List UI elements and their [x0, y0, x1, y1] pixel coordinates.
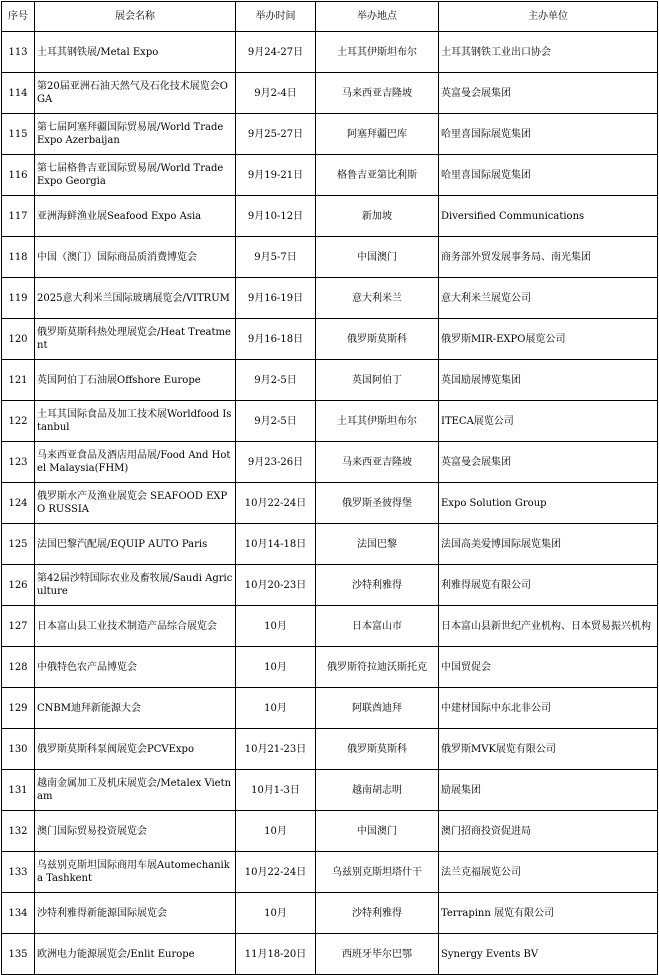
exhibition-date: 9月25-27日 — [236, 114, 316, 155]
exhibition-name: 2025意大利米兰国际玻璃展览会/VITRUM — [35, 278, 236, 319]
exhibition-location: 俄罗斯莫斯科 — [316, 729, 439, 770]
table-row — [2, 278, 658, 319]
exhibition-date: 10月21-23日 — [236, 729, 316, 770]
exhibition-organizer: 中建材国际中东北非公司 — [439, 688, 658, 729]
row-number: 131 — [2, 770, 35, 811]
exhibition-name: 第20届亚洲石油天然气及石化技术展览会OGA — [35, 73, 236, 114]
exhibition-name: 法国巴黎汽配展/EQUIP AUTO Paris — [35, 524, 236, 565]
exhibition-date: 9月23-26日 — [236, 442, 316, 483]
exhibition-name: 马来西亚食品及酒店用品展/Food And Hotel Malaysia(FHM) — [35, 442, 236, 483]
exhibition-name: 第42届沙特国际农业及畜牧展/Saudi Agriculture — [35, 565, 236, 606]
exhibition-location: 马来西亚吉隆坡 — [316, 73, 439, 114]
row-number: 132 — [2, 811, 35, 852]
exhibition-date: 9月2-5日 — [236, 360, 316, 401]
exhibition-name: 俄罗斯水产及渔业展览会 SEAFOOD EXPO RUSSIA — [35, 483, 236, 524]
exhibition-name: 英国阿伯丁石油展Offshore Europe — [35, 360, 236, 401]
exhibition-name: 欧洲电力能源展览会/Enlit Europe — [35, 934, 236, 975]
row-number: 117 — [2, 196, 35, 237]
exhibition-date: 10月 — [236, 688, 316, 729]
exhibition-name: 澳门国际贸易投资展览会 — [35, 811, 236, 852]
exhibition-table — [1, 1, 658, 975]
exhibition-name: 中俄特色农产品博览会 — [35, 647, 236, 688]
table-header-row — [2, 2, 658, 32]
exhibition-location: 沙特利雅得 — [316, 565, 439, 606]
row-number: 122 — [2, 401, 35, 442]
table-row — [2, 114, 658, 155]
row-number: 135 — [2, 934, 35, 975]
exhibition-location: 土耳其伊斯坦布尔 — [316, 32, 439, 73]
exhibition-location: 新加坡 — [316, 196, 439, 237]
exhibition-organizer: 英富曼会展集团 — [439, 73, 658, 114]
exhibition-location: 中国澳门 — [316, 237, 439, 278]
exhibition-name: 第七届阿塞拜疆国际贸易展/World Trade Expo Azerbaijan — [35, 114, 236, 155]
exhibition-organizer: Synergy Events BV — [439, 934, 658, 975]
exhibition-name: CNBM迪拜新能源大会 — [35, 688, 236, 729]
header-no: 序号 — [2, 2, 35, 32]
exhibition-date: 10月22-24日 — [236, 852, 316, 893]
table-row — [2, 647, 658, 688]
exhibition-location: 西班牙毕尔巴鄂 — [316, 934, 439, 975]
exhibition-date: 9月16-19日 — [236, 278, 316, 319]
table-row — [2, 934, 658, 975]
exhibition-organizer: Expo Solution Group — [439, 483, 658, 524]
table-row — [2, 401, 658, 442]
exhibition-location: 阿联酋迪拜 — [316, 688, 439, 729]
table-row — [2, 606, 658, 647]
exhibition-date: 10月14-18日 — [236, 524, 316, 565]
exhibition-date: 9月16-18日 — [236, 319, 316, 360]
table-row — [2, 73, 658, 114]
exhibition-organizer: 俄罗斯MIR-EXPO展览公司 — [439, 319, 658, 360]
exhibition-organizer: 哈里喜国际展览集团 — [439, 155, 658, 196]
exhibition-organizer: 土耳其钢铁工业出口协会 — [439, 32, 658, 73]
header-name: 展会名称 — [35, 2, 236, 32]
exhibition-organizer: ITECA展览公司 — [439, 401, 658, 442]
table-row — [2, 729, 658, 770]
header-time: 举办时间 — [236, 2, 316, 32]
row-number: 134 — [2, 893, 35, 934]
table-row — [2, 811, 658, 852]
table-body — [2, 32, 658, 975]
table-row — [2, 524, 658, 565]
exhibition-date: 9月2-5日 — [236, 401, 316, 442]
exhibition-name: 中国（澳门）国际商品质消费博览会 — [35, 237, 236, 278]
table-row — [2, 237, 658, 278]
row-number: 123 — [2, 442, 35, 483]
exhibition-location: 土耳其伊斯坦布尔 — [316, 401, 439, 442]
table-row — [2, 32, 658, 73]
exhibition-location: 俄罗斯圣彼得堡 — [316, 483, 439, 524]
exhibition-name: 沙特利雅得新能源国际展览会 — [35, 893, 236, 934]
exhibition-date: 10月 — [236, 647, 316, 688]
table-row — [2, 155, 658, 196]
table-row — [2, 196, 658, 237]
exhibition-date: 9月2-4日 — [236, 73, 316, 114]
row-number: 119 — [2, 278, 35, 319]
exhibition-date: 9月24-27日 — [236, 32, 316, 73]
exhibition-organizer: 日本富山县新世纪产业机构、日本贸易振兴机构 — [439, 606, 658, 647]
table-row — [2, 852, 658, 893]
exhibition-organizer: 澳门招商投资促进局 — [439, 811, 658, 852]
row-number: 126 — [2, 565, 35, 606]
exhibition-organizer: 法兰克福展览公司 — [439, 852, 658, 893]
row-number: 133 — [2, 852, 35, 893]
table-row — [2, 319, 658, 360]
table-row — [2, 442, 658, 483]
exhibition-location: 俄罗斯符拉迪沃斯托克 — [316, 647, 439, 688]
exhibition-location: 法国巴黎 — [316, 524, 439, 565]
exhibition-name: 日本富山县工业技术制造产品综合展览会 — [35, 606, 236, 647]
exhibition-name: 亚洲海鲜渔业展Seafood Expo Asia — [35, 196, 236, 237]
row-number: 128 — [2, 647, 35, 688]
exhibition-organizer: 励展集团 — [439, 770, 658, 811]
row-number: 120 — [2, 319, 35, 360]
exhibition-location: 俄罗斯莫斯科 — [316, 319, 439, 360]
exhibition-organizer: 商务部外贸发展事务局、南光集团 — [439, 237, 658, 278]
exhibition-location: 乌兹别克斯坦塔什干 — [316, 852, 439, 893]
exhibition-name: 俄罗斯莫斯科泵阀展览会PCVExpo — [35, 729, 236, 770]
row-number: 118 — [2, 237, 35, 278]
exhibition-date: 10月 — [236, 811, 316, 852]
exhibition-name: 越南金属加工及机床展览会/Metalex Vietnam — [35, 770, 236, 811]
exhibition-date: 9月10-12日 — [236, 196, 316, 237]
row-number: 129 — [2, 688, 35, 729]
exhibition-date: 9月19-21日 — [236, 155, 316, 196]
row-number: 124 — [2, 483, 35, 524]
exhibition-location: 格鲁吉亚第比利斯 — [316, 155, 439, 196]
table-row — [2, 688, 658, 729]
header-place: 举办地点 — [316, 2, 439, 32]
exhibition-organizer: 法国高美爱博国际展览集团 — [439, 524, 658, 565]
exhibition-date: 11月18-20日 — [236, 934, 316, 975]
row-number: 114 — [2, 73, 35, 114]
row-number: 121 — [2, 360, 35, 401]
row-number: 115 — [2, 114, 35, 155]
exhibition-location: 中国澳门 — [316, 811, 439, 852]
exhibition-location: 英国阿伯丁 — [316, 360, 439, 401]
row-number: 116 — [2, 155, 35, 196]
row-number: 127 — [2, 606, 35, 647]
table-row — [2, 360, 658, 401]
exhibition-date: 10月20-23日 — [236, 565, 316, 606]
exhibition-date: 10月 — [236, 606, 316, 647]
exhibition-location: 日本富山市 — [316, 606, 439, 647]
exhibition-organizer: 哈里喜国际展览集团 — [439, 114, 658, 155]
row-number: 113 — [2, 32, 35, 73]
table-row — [2, 893, 658, 934]
exhibition-date: 9月5-7日 — [236, 237, 316, 278]
row-number: 125 — [2, 524, 35, 565]
exhibition-name: 乌兹别克斯坦国际商用车展Automechanika Tashkent — [35, 852, 236, 893]
exhibition-organizer: Diversified Communications — [439, 196, 658, 237]
exhibition-location: 越南胡志明 — [316, 770, 439, 811]
exhibition-name: 俄罗斯莫斯科热处理展览会/Heat Treatment — [35, 319, 236, 360]
exhibition-date: 10月1-3日 — [236, 770, 316, 811]
row-number: 130 — [2, 729, 35, 770]
exhibition-organizer: 俄罗斯MVK展览有限公司 — [439, 729, 658, 770]
exhibition-organizer: Terrapinn 展览有限公司 — [439, 893, 658, 934]
exhibition-organizer: 意大利米兰展览公司 — [439, 278, 658, 319]
table-row — [2, 770, 658, 811]
exhibition-location: 沙特利雅得 — [316, 893, 439, 934]
exhibition-location: 马来西亚吉隆坡 — [316, 442, 439, 483]
exhibition-date: 10月 — [236, 893, 316, 934]
exhibition-name: 第七届格鲁吉亚国际贸易展/World Trade Expo Georgia — [35, 155, 236, 196]
exhibition-organizer: 英国励展博览集团 — [439, 360, 658, 401]
table-row — [2, 483, 658, 524]
exhibition-organizer: 英富曼会展集团 — [439, 442, 658, 483]
exhibition-location: 阿塞拜疆巴库 — [316, 114, 439, 155]
exhibition-organizer: 中国贸促会 — [439, 647, 658, 688]
exhibition-name: 土耳其国际食品及加工技术展Worldfood Istanbul — [35, 401, 236, 442]
exhibition-name: 土耳其钢铁展/Metal Expo — [35, 32, 236, 73]
exhibition-location: 意大利米兰 — [316, 278, 439, 319]
header-organizer: 主办单位 — [439, 2, 658, 32]
exhibition-date: 10月22-24日 — [236, 483, 316, 524]
exhibition-organizer: 利雅得展览有限公司 — [439, 565, 658, 606]
table-row — [2, 565, 658, 606]
